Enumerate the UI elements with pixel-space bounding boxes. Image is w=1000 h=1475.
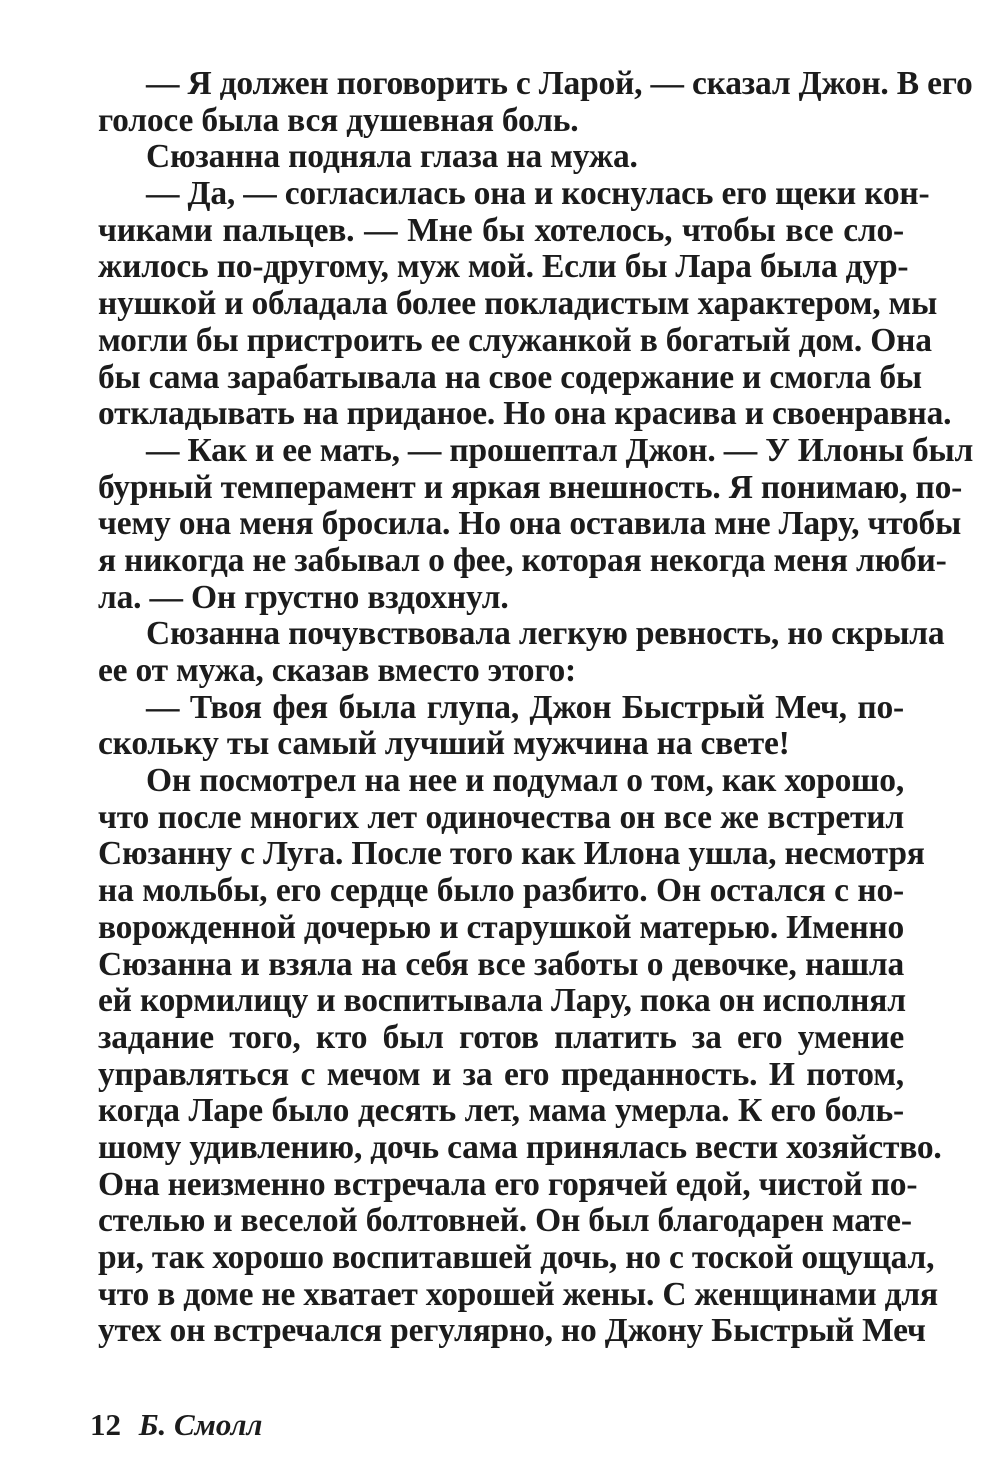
text-line: ее от мужа, сказав вместо этого: [98, 652, 577, 689]
text-line: Она неизменно встречала его горячей едой, чистой по- [98, 1165, 918, 1203]
text-line: чиками пальцев. — Мне бы хотелось, чтобы все сло- [98, 211, 904, 249]
text-line: — Я должен поговорить с Ларой, — сказал Джон. В его [146, 65, 973, 102]
text-line: когда Ларе было десять лет, мама умерла. К его боль- [98, 1092, 904, 1130]
text-line: голосе была вся душевная боль. [98, 101, 579, 139]
text-line: — Как и ее мать, — прошептал Джон. — У Илоны был [146, 431, 974, 469]
text-line: ла. — Он грустно вздохнул. [98, 578, 509, 616]
text-line: я никогда не забывал о фее, которая некогда меня люби- [98, 541, 947, 579]
text-line: на мольбы, его сердце было разбито. Он остался с но- [98, 872, 904, 910]
text-line: откладывать на приданое. Но она красива и своенравна. [98, 395, 952, 433]
text-line: утех он встречался регулярно, но Джону Быстрый Меч [98, 1312, 926, 1350]
text-line: Сюзанна и взяла на себя все заботы о девочке, нашла [98, 945, 904, 983]
text-line: ри, так хорошо воспитавшей дочь, но с тоской ощущал, [98, 1239, 935, 1276]
text-line: управляться с мечом и за его преданность. И потом, [98, 1055, 904, 1093]
text-line: шому удивлению, дочь сама принялась вести хозяйство. [98, 1128, 942, 1166]
text-line: Сюзанну с Луга. После того как Илона ушла, несмотря [98, 835, 925, 873]
text-line: нушкой и обладала более покладистым характером, мы [98, 285, 938, 323]
text-line: скольку ты самый лучший мужчина на свете! [98, 725, 790, 763]
text-line: чему она меня бросила. Но она оставила мне Лару, чтобы [98, 505, 962, 543]
text-line: Сюзанна почувствовала легкую ревность, но скрыла [146, 615, 945, 653]
text-line: Он посмотрел на нее и подумал о том, как хорошо, [146, 762, 904, 800]
text-line: жилось по-другому, муж мой. Если бы Лара была дур- [98, 248, 909, 286]
page-body [98, 65, 974, 1350]
text-line: задание того, кто был готов платить за его умение [98, 1018, 904, 1056]
text-line: бы сама зарабатывала на свое содержание и смогла бы [98, 358, 922, 396]
text-line: ей кормилицу и воспитывала Лару, пока он исполнял [98, 982, 906, 1020]
text-line: бурный темперамент и яркая внешность. Я понимаю, по- [98, 468, 963, 506]
text-line: что в доме не хватает хорошей жены. С женщинами для [98, 1275, 938, 1313]
text-line: могли бы пристроить ее служанкой в богатый дом. Она [98, 321, 932, 359]
text-line: стелью и веселой болтовней. Он был благодарен мате- [98, 1202, 912, 1240]
text-line: ворожденной дочерью и старушкой матерью. Именно [98, 908, 905, 946]
text-line: — Твоя фея была глупа, Джон Быстрый Меч, по- [146, 688, 904, 726]
text-line: — Да, — согласилась она и коснулась его щеки кон- [146, 175, 930, 213]
text-line: Сюзанна подняла глаза на мужа. [146, 138, 638, 176]
page-number: 12 [90, 1407, 121, 1442]
text-line: что после многих лет одиночества он все же встретил [98, 798, 904, 836]
page-footer [90, 1407, 262, 1443]
running-author: Б. Смолл [138, 1407, 263, 1442]
